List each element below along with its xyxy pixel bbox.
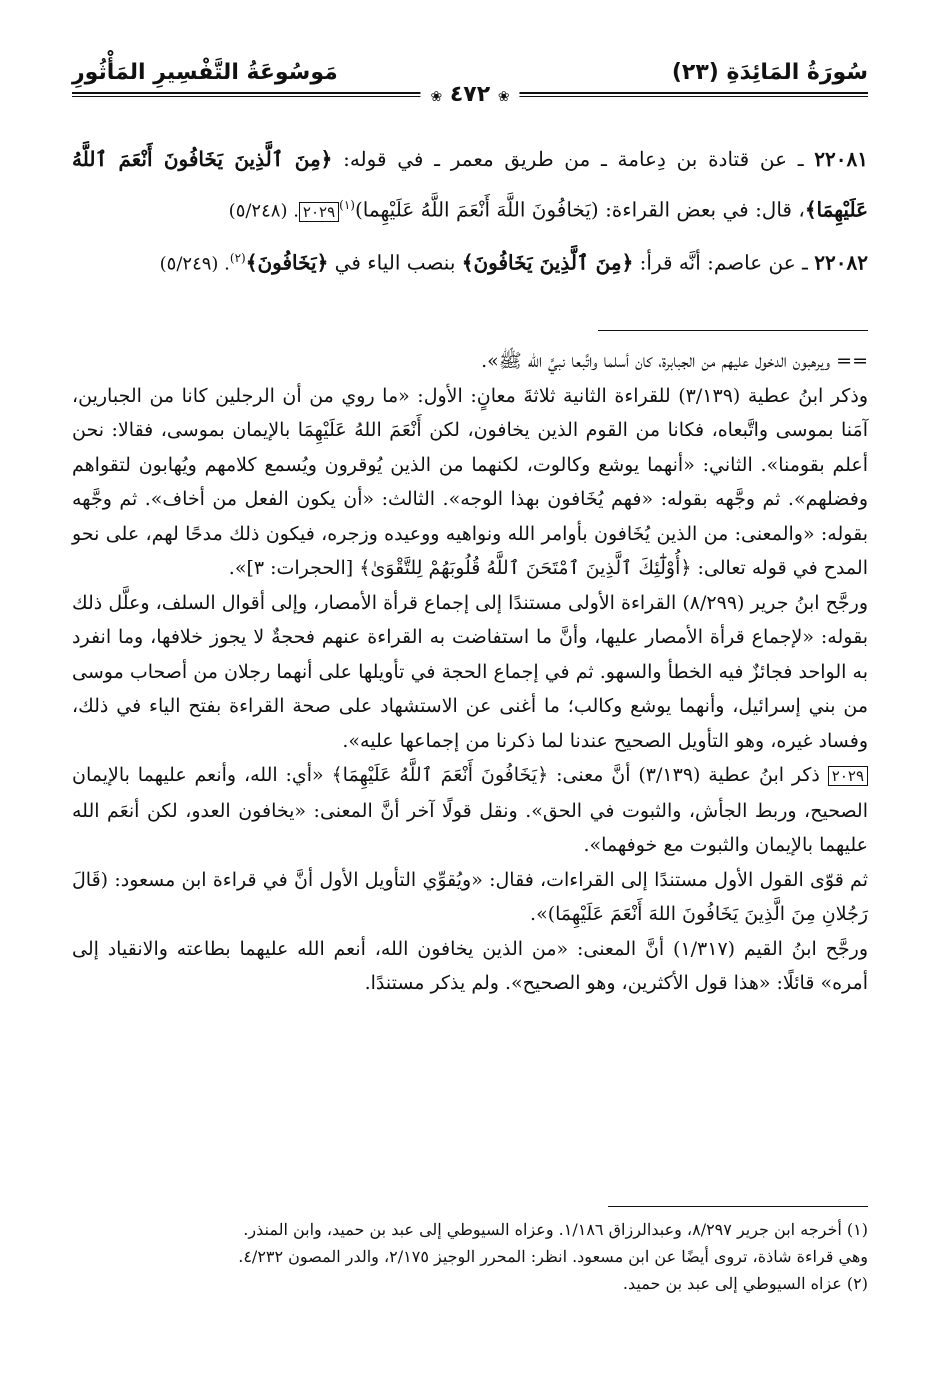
entry-text: ، قال: في بعض القراءة: (يَخافُونَ اللَّهَ أَنْعَمَ اللَّهُ عَلَيْهِما) xyxy=(354,197,805,222)
footnote: وهي قراءة شاذة، تروى أيضًا عن ابن مسعود. انظر: المحرر الوجيز ٢/١٧٥، والدر المصون ٤/٢٣٢. xyxy=(238,1247,868,1266)
note-paragraph xyxy=(72,758,868,863)
volume-ref: . (٥/٢٤٩) xyxy=(159,253,230,275)
entry-number: ٢٢٠٨٢ xyxy=(814,250,868,275)
entry-text: بنصب الياء في xyxy=(328,250,462,275)
book-title: مَوسُوعَةُ التَّفْسِيرِ المَأْثُورِ xyxy=(72,60,338,85)
footnote: (١) أخرجه ابن جرير ٨/٢٩٧، وعبدالرزاق ١/١٨٦. وعزاه السيوطي إلى عبد بن حميد، وابن المنذر. xyxy=(243,1220,868,1239)
entry-text: ـ عن عاصم: أنَّه قرأ: xyxy=(633,250,815,275)
quran-quote: ﴿مِنَ ٱلَّذِينَ يَخَافُونَ أَنْعَمَ ٱللَّهُ عَلَيْهِمَا﴾ xyxy=(72,147,868,222)
note-paragraph: ثم قوّى القول الأول مستندًا إلى القراءات، فقال: «ويُقوِّي التأويل الأول أنَّ في قراءة ابن مسعود: (قَالَ رَجُلانِ مِنَ الَّذِينَ يَخَافُونَ اللهَ أَنْعَمَ عَلَيْهِمَا)». xyxy=(72,868,868,925)
footnote-marker: (١) xyxy=(339,198,355,212)
section-divider xyxy=(598,330,868,331)
surah-title: سُورَةُ المَائِدَةِ (٢٣) xyxy=(671,60,868,85)
footnote-divider xyxy=(608,1206,868,1207)
footnotes xyxy=(72,1216,868,1297)
page-number: ٤٧٢ xyxy=(449,82,491,107)
note-paragraph: وذكر ابنُ عطية (٣/١٣٩) للقراءة الثانية ثلاثةَ معانٍ: الأول: «ما روي من أن الرجلين كانا من الجبارين، آمَنا بموسى واتَّبعاه، فكانا من القوم الذين يخافون، لكن أَنْعَمَ اللهُ عَلَيْهِمَا بالإيمان بموسى، فقالا: نحن أعلم بقومنا». الثاني: «أنهما يوشع وكالوت، لكنهما من الذين يُوقرون ويُسمع كلامهم ويُهابون لتقواهم وفضلهم». ثم وجَّهه بقوله: «فهم يُخَافون بهذا الوجه». الثالث: «أن يكون الفعل من أخاف». ثم وجَّهه بقوله: «والمعنى: من الذين يُخَافون بأوامر الله ونواهيه ووعيده وزجره، فيكون ذلك مدحًا لهم، على نحو المدح في قوله تعالى: ﴿أُوْلَٰٓئِكَ ٱلَّذِينَ ٱمْتَحَنَ ٱللَّهُ قُلُوبَهُمْ لِلتَّقْوَىٰ﴾ [الحجرات: ٣]». xyxy=(72,384,868,579)
entry-22082 xyxy=(72,235,868,288)
athar-entries xyxy=(72,136,868,287)
note-paragraph: ورجَّح ابنُ جرير (٨/٢٩٩) القراءة الأولى مستندًا إلى إجماع قرأة الأمصار، وإلى أقوال السلف، وعلَّل ذلك بقوله: «لإجماع قرأة الأمصار عليها، وأنَّ ما استفاضت به القراءة عنهم فحجةٌ لا يجوز خلافها، وما انفرد به الواحد فجائزٌ فيه الخطأ والسهو. ثم في إجماع الحجة في تأويلها على أنهما رجلان من أصحاب موسى من بني إسرائيل، وأنهما يوشع وكالب؛ ما أغنى عن الاستشهاد على صحة القراءة بفتح الياء في ذلك، وفساد غيره، وهو التأويل الصحيح عندنا لما ذكرنا من إجماعها عليه». xyxy=(72,591,869,752)
quran-quote: ﴿مِنَ ٱلَّذِينَ يَخَافُونَ﴾ xyxy=(461,250,634,275)
note-paragraph: == ويرهبون الدخول عليهم من الجبابرة، كان أسلما واتَّبعا نبيَّ الله ﷺ». xyxy=(481,350,868,372)
entry-22081 xyxy=(72,136,868,235)
entry-number: ٢٢٠٨١ xyxy=(814,147,869,171)
page-header xyxy=(72,56,868,108)
entry-text: ـ عن قتادة بن دِعامة ـ من طريق معمر ـ في قوله: xyxy=(332,147,815,171)
comment-box-number: ٢٠٢٩ xyxy=(828,766,868,786)
footnote-marker: (٢) xyxy=(229,250,246,265)
volume-ref: . (٥/٢٤٨) xyxy=(228,200,299,222)
commentary-notes xyxy=(72,344,868,1001)
note-text: ذكر ابنُ عطية (٣/١٣٩) أنَّ معنى: ﴿يَخَافُونَ أَنْعَمَ ٱللَّهُ عَلَيْهِمَا﴾ «أي: الله، وأنعم عليهما بالإيمان الصحيح، وربط الجأش، والثبوت في الحق». ونقل قولًا آخر أنَّ المعنى: «يخافون العدو، لكن أنعَم الله عليهما بالإيمان والثبوت مع خوفهما». xyxy=(72,764,868,856)
comment-box-number: ٢٠٢٩ xyxy=(299,202,339,222)
ornament-icon: ❀ xyxy=(430,89,443,105)
ornament-icon: ❀ xyxy=(497,89,510,105)
page-number-box xyxy=(420,82,519,107)
note-paragraph: ورجَّح ابنُ القيم (١/٣١٧) أنَّ المعنى: «من الذين يخافون الله، أنعم الله عليهما بطاعته والانقياد إلى أمره» قائلًا: «هذا قول الأكثرين، وهو الصحيح». ولم يذكر مستندًا. xyxy=(72,937,868,994)
quran-quote: ﴿يَخَافُونَ﴾ xyxy=(245,250,329,275)
footnote: (٢) عزاه السيوطي إلى عبد بن حميد. xyxy=(622,1274,868,1293)
